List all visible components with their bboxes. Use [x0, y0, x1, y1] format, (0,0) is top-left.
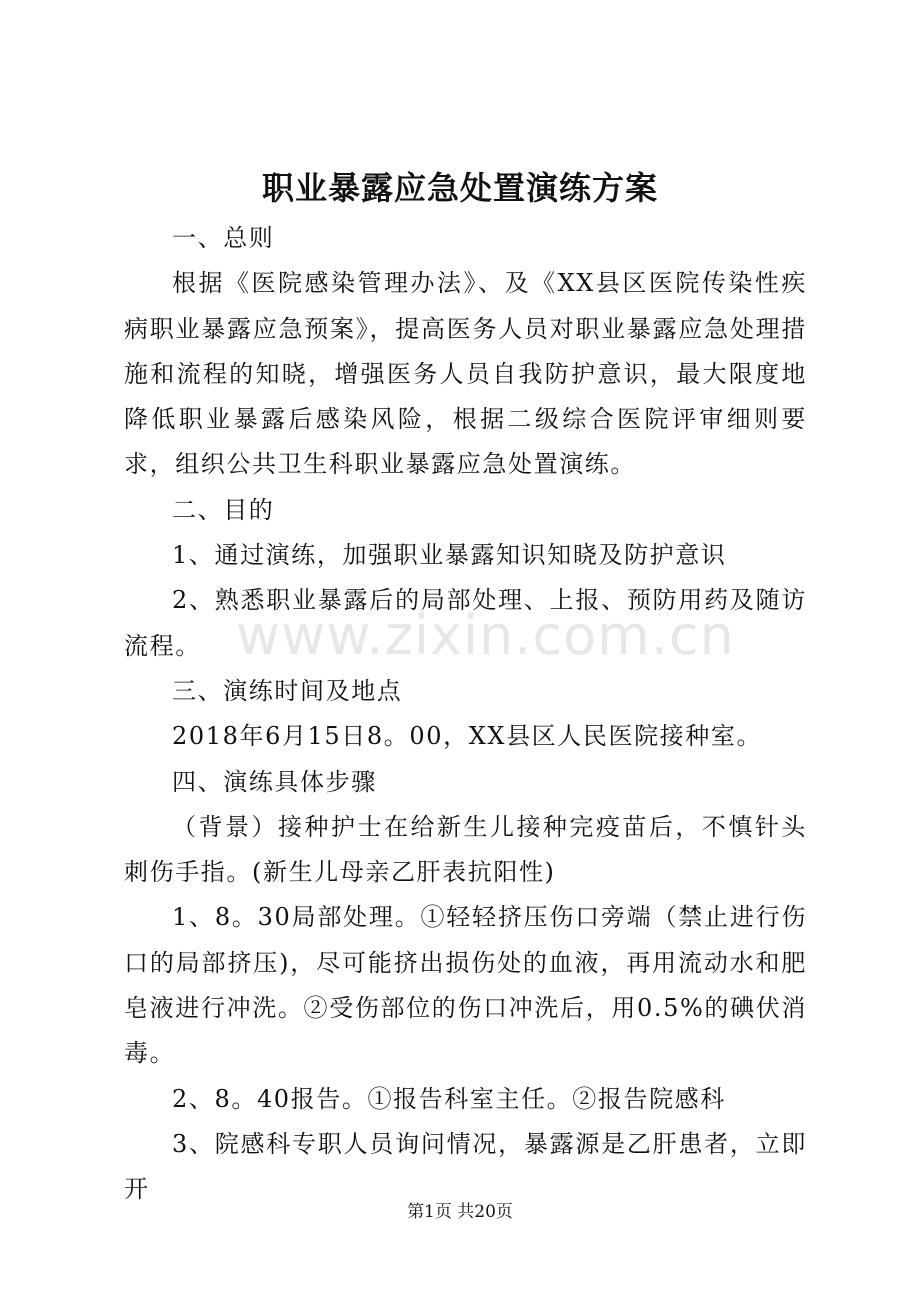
body-paragraph-basis: 根据《医院感染管理办法》、及《XX县区医院传染性疾病职业暴露应急预案》，提高医务人员对职业暴露应急处理措施和流程的知晓，增强医务人员自我防护意识，最大限度地降低职业暴露后感染风险，根据二级综合医院评审细则要求，组织公共卫生科职业暴露应急处置演练。 [124, 269, 807, 479]
body-paragraph-background: （背景）接种护士在给新生儿接种完疫苗后，不慎针头刺伤手指。(新生儿母亲乙肝表抗阳性) [124, 812, 807, 887]
list-item-step-3: 3、院感科专职人员询问情况，暴露源是乙肝患者，立即开 [124, 1129, 807, 1204]
section-heading-steps: 四、演练具体步骤 [172, 767, 377, 796]
document-body [124, 216, 807, 1213]
list-item-purpose-2: 2、熟悉职业暴露后的局部处理、上报、预防用药及随访流程。 [124, 586, 807, 660]
document-title: 职业暴露应急处置演练方案 [261, 169, 658, 207]
list-item-step-1: 1、8。30局部处理。①轻轻挤压伤口旁端（禁止进行伤口的局部挤压)，尽可能挤出损伤处的血液，再用流动水和肥皂液进行冲洗。②受伤部位的伤口冲洗后，用0.5%的碘伏消毒。 [124, 903, 807, 1068]
section-heading-general: 一、总则 [172, 224, 275, 252]
page-footer: 第1页 共20页 [407, 1202, 513, 1222]
list-item-purpose-1: 1、通过演练，加强职业暴露知识知晓及防护意识 [172, 541, 727, 570]
section-heading-time-place: 三、演练时间及地点 [172, 676, 403, 705]
list-item-step-2: 2、8。40报告。①报告科室主任。②报告院感科 [172, 1084, 726, 1113]
section-heading-purpose: 二、目的 [172, 495, 275, 524]
body-paragraph-time-place: 2018年6月15日8。00，XX县区人民医院接种室。 [172, 722, 763, 751]
watermark: www.zixin.com.cn [236, 604, 735, 667]
